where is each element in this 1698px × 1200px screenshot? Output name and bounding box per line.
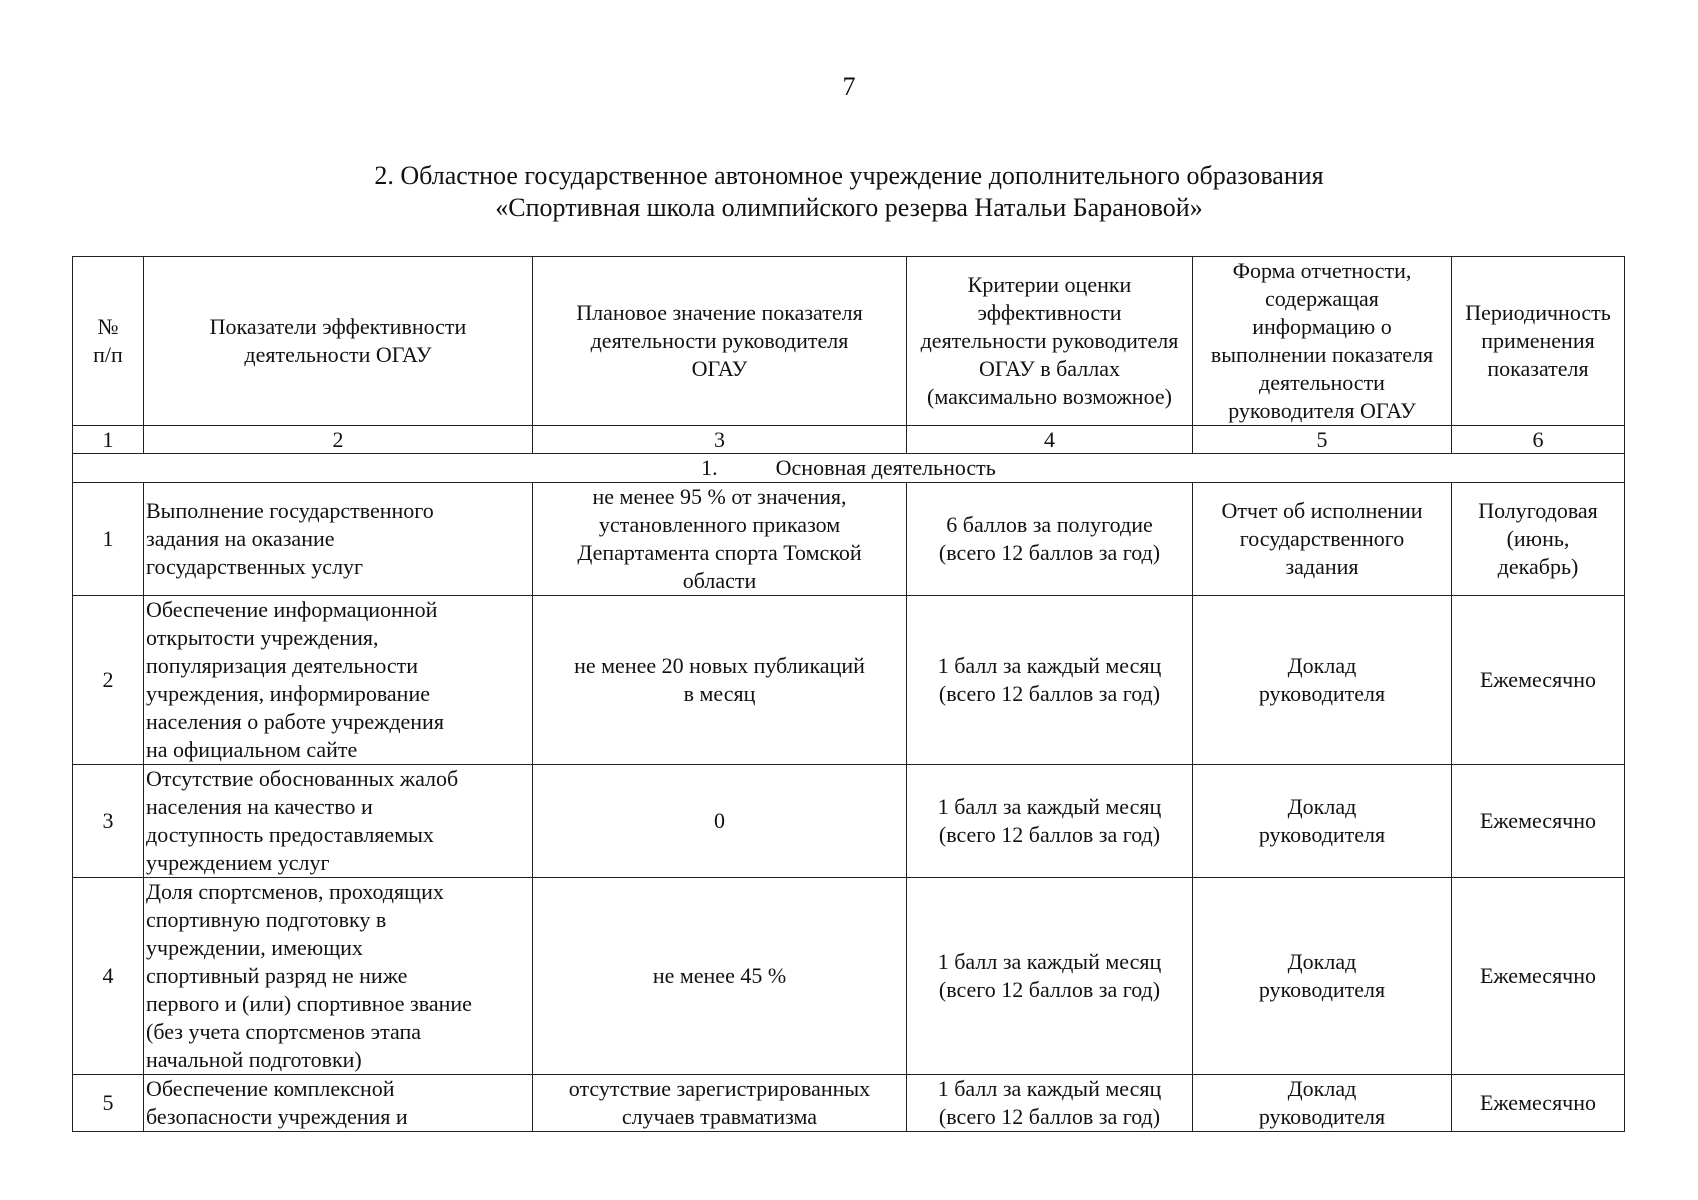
criteria-cell (907, 596, 1193, 765)
cell-text-line: (максимально возможное) (927, 384, 1172, 409)
document-title (0, 160, 1698, 224)
section-number: 1. (701, 455, 718, 480)
cell-text-line: 1 балл за каждый месяц (937, 949, 1162, 974)
row-number: 2 (73, 596, 144, 765)
cell-text-line: руководителя (1258, 1104, 1386, 1129)
cell-text-line: Плановое значение показателя (576, 300, 863, 325)
report-cell (1193, 596, 1452, 765)
header-cell-indicator (144, 257, 533, 426)
criteria-cell (907, 765, 1193, 878)
cell-text-line: 1 балл за каждый месяц (937, 794, 1162, 819)
cell-text-line: (всего 12 баллов за год) (938, 977, 1161, 1002)
header-cell-period (1452, 257, 1625, 426)
cell-text-line: информацию о (1252, 314, 1392, 339)
cell-text-line: Ежемесячно (1479, 667, 1597, 692)
plan-cell (533, 483, 907, 596)
cell-text-line: деятельности ОГАУ (244, 342, 432, 367)
section-heading (73, 454, 1625, 483)
cell-text-line: п/п (93, 342, 123, 367)
cell-text-line: задания на оказание (146, 526, 335, 551)
report-cell (1193, 878, 1452, 1075)
cell-text-line: населения на качество и (146, 794, 373, 819)
table-row (73, 878, 1625, 1075)
cell-text-line: не менее 20 новых публикаций (574, 653, 865, 678)
header-cell-criteria (907, 257, 1193, 426)
cell-text-line: учреждения, информирование (146, 681, 430, 706)
column-number: 6 (1452, 426, 1625, 454)
cell-text-line: 1 балл за каждый месяц (937, 1076, 1162, 1101)
cell-text-line: (всего 12 баллов за год) (938, 1104, 1161, 1129)
cell-text-line: на официальном сайте (146, 737, 358, 762)
table-row (73, 1075, 1625, 1132)
cell-text-line: (без учета спортсменов этапа (146, 1019, 422, 1044)
cell-text-line: безопасности учреждения и (146, 1104, 408, 1129)
cell-text-line: руководителя (1258, 681, 1386, 706)
cell-text-line: (июнь, (1506, 526, 1570, 551)
section-label: Основная деятельность (775, 455, 996, 480)
period-cell (1452, 765, 1625, 878)
cell-text-line: Департамента спорта Томской (577, 540, 862, 565)
cell-text-line: Критерии оценки (967, 272, 1132, 297)
cell-text-line: Отсутствие обоснованных жалоб (146, 766, 459, 791)
column-number: 1 (73, 426, 144, 454)
column-number: 2 (144, 426, 533, 454)
cell-text-line: области (682, 568, 757, 593)
criteria-cell (907, 878, 1193, 1075)
table-row (73, 765, 1625, 878)
column-number: 3 (533, 426, 907, 454)
cell-text-line: руководителя (1258, 822, 1386, 847)
table-row (73, 596, 1625, 765)
cell-text-line: 0 (714, 808, 725, 833)
report-cell (1193, 765, 1452, 878)
criteria-cell (907, 483, 1193, 596)
cell-text-line: отсутствие зарегистрированных (568, 1076, 871, 1101)
cell-text-line: популяризация деятельности (146, 653, 419, 678)
cell-text-line: Доклад (1287, 1076, 1357, 1101)
cell-text-line: Доклад (1287, 949, 1357, 974)
cell-text-line: спортивную подготовку в (146, 907, 387, 932)
cell-text-line: № (97, 314, 119, 339)
cell-text-line: деятельности руководителя (920, 328, 1179, 353)
cell-text-line: декабрь) (1497, 554, 1579, 579)
column-number: 5 (1193, 426, 1452, 454)
indicator-cell (144, 765, 533, 878)
cell-text-line: (всего 12 баллов за год) (938, 822, 1161, 847)
cell-text-line: Полугодовая (1478, 498, 1598, 523)
indicator-cell (144, 596, 533, 765)
cell-text-line: деятельности (1259, 370, 1385, 395)
cell-text-line: (всего 12 баллов за год) (938, 681, 1161, 706)
cell-text-line: установленного приказом (598, 512, 841, 537)
cell-text-line: в месяц (683, 681, 756, 706)
cell-text-line: Показатели эффективности (209, 314, 467, 339)
cell-text-line: содержащая (1265, 286, 1379, 311)
cell-text-line: (всего 12 баллов за год) (938, 540, 1161, 565)
column-number-row (73, 426, 1625, 454)
period-cell (1452, 878, 1625, 1075)
cell-text-line: руководителя (1258, 977, 1386, 1002)
table-header-row (73, 257, 1625, 426)
cell-text-line: задания (1285, 554, 1359, 579)
cell-text-line: не менее 45 % (652, 963, 787, 988)
cell-text-line: Выполнение государственного (146, 498, 434, 523)
cell-text-line: первого и (или) спортивное звание (146, 991, 472, 1016)
cell-text-line: Форма отчетности, (1232, 258, 1412, 283)
row-number: 3 (73, 765, 144, 878)
column-number: 4 (907, 426, 1193, 454)
cell-text-line: 1 балл за каждый месяц (937, 653, 1162, 678)
cell-text-line: деятельности руководителя (590, 328, 849, 353)
cell-text-line: открытости учреждения, (146, 625, 379, 650)
cell-text-line: Ежемесячно (1479, 963, 1597, 988)
header-cell-report (1193, 257, 1452, 426)
cell-text-line: ОГАУ (691, 356, 748, 381)
title-line-2: «Спортивная школа олимпийского резерва Натальи Барановой» (495, 193, 1203, 222)
plan-cell (533, 765, 907, 878)
cell-text-line: случаев травматизма (621, 1104, 818, 1129)
cell-text-line: начальной подготовки) (146, 1047, 362, 1072)
row-number: 1 (73, 483, 144, 596)
header-cell-number (73, 257, 144, 426)
cell-text-line: населения о работе учреждения (146, 709, 444, 734)
report-cell (1193, 483, 1452, 596)
cell-text-line: показателя (1487, 356, 1589, 381)
performance-indicators-table (72, 256, 1625, 1132)
cell-text-line: ОГАУ в баллах (978, 356, 1120, 381)
plan-cell (533, 596, 907, 765)
cell-text-line: доступность предоставляемых (146, 822, 434, 847)
indicator-cell (144, 483, 533, 596)
indicator-cell (144, 878, 533, 1075)
title-line-1: 2. Областное государственное автономное учреждение дополнительного образования (374, 161, 1324, 190)
period-cell (1452, 1075, 1625, 1132)
cell-text-line: Ежемесячно (1479, 808, 1597, 833)
cell-text-line: Ежемесячно (1479, 1090, 1597, 1115)
criteria-cell (907, 1075, 1193, 1132)
cell-text-line: спортивный разряд не ниже (146, 963, 408, 988)
cell-text-line: Отчет об исполнении (1221, 498, 1423, 523)
cell-text-line: государственных услуг (146, 554, 364, 579)
cell-text-line: Доклад (1287, 794, 1357, 819)
cell-text-line: Обеспечение информационной (146, 597, 438, 622)
plan-cell (533, 1075, 907, 1132)
cell-text-line: Доклад (1287, 653, 1357, 678)
cell-text-line: государственного (1239, 526, 1405, 551)
page-number: 7 (842, 72, 856, 101)
cell-text-line: руководителя ОГАУ (1228, 398, 1416, 423)
cell-text-line: применения (1481, 328, 1595, 353)
cell-text-line: Обеспечение комплексной (146, 1076, 395, 1101)
period-cell (1452, 483, 1625, 596)
header-cell-plan (533, 257, 907, 426)
cell-text-line: не менее 95 % от значения, (592, 484, 847, 509)
indicator-cell (144, 1075, 533, 1132)
row-number: 4 (73, 878, 144, 1075)
report-cell (1193, 1075, 1452, 1132)
cell-text-line: учреждением услуг (146, 850, 330, 875)
cell-text-line: эффективности (977, 300, 1122, 325)
cell-text-line: Периодичность (1465, 300, 1611, 325)
table-row (73, 483, 1625, 596)
row-number: 5 (73, 1075, 144, 1132)
section-row (73, 454, 1625, 483)
cell-text-line: Доля спортсменов, проходящих (146, 879, 444, 904)
cell-text-line: учреждении, имеющих (146, 935, 363, 960)
plan-cell (533, 878, 907, 1075)
period-cell (1452, 596, 1625, 765)
cell-text-line: 6 баллов за полугодие (946, 512, 1153, 537)
cell-text-line: выполнении показателя (1210, 342, 1434, 367)
